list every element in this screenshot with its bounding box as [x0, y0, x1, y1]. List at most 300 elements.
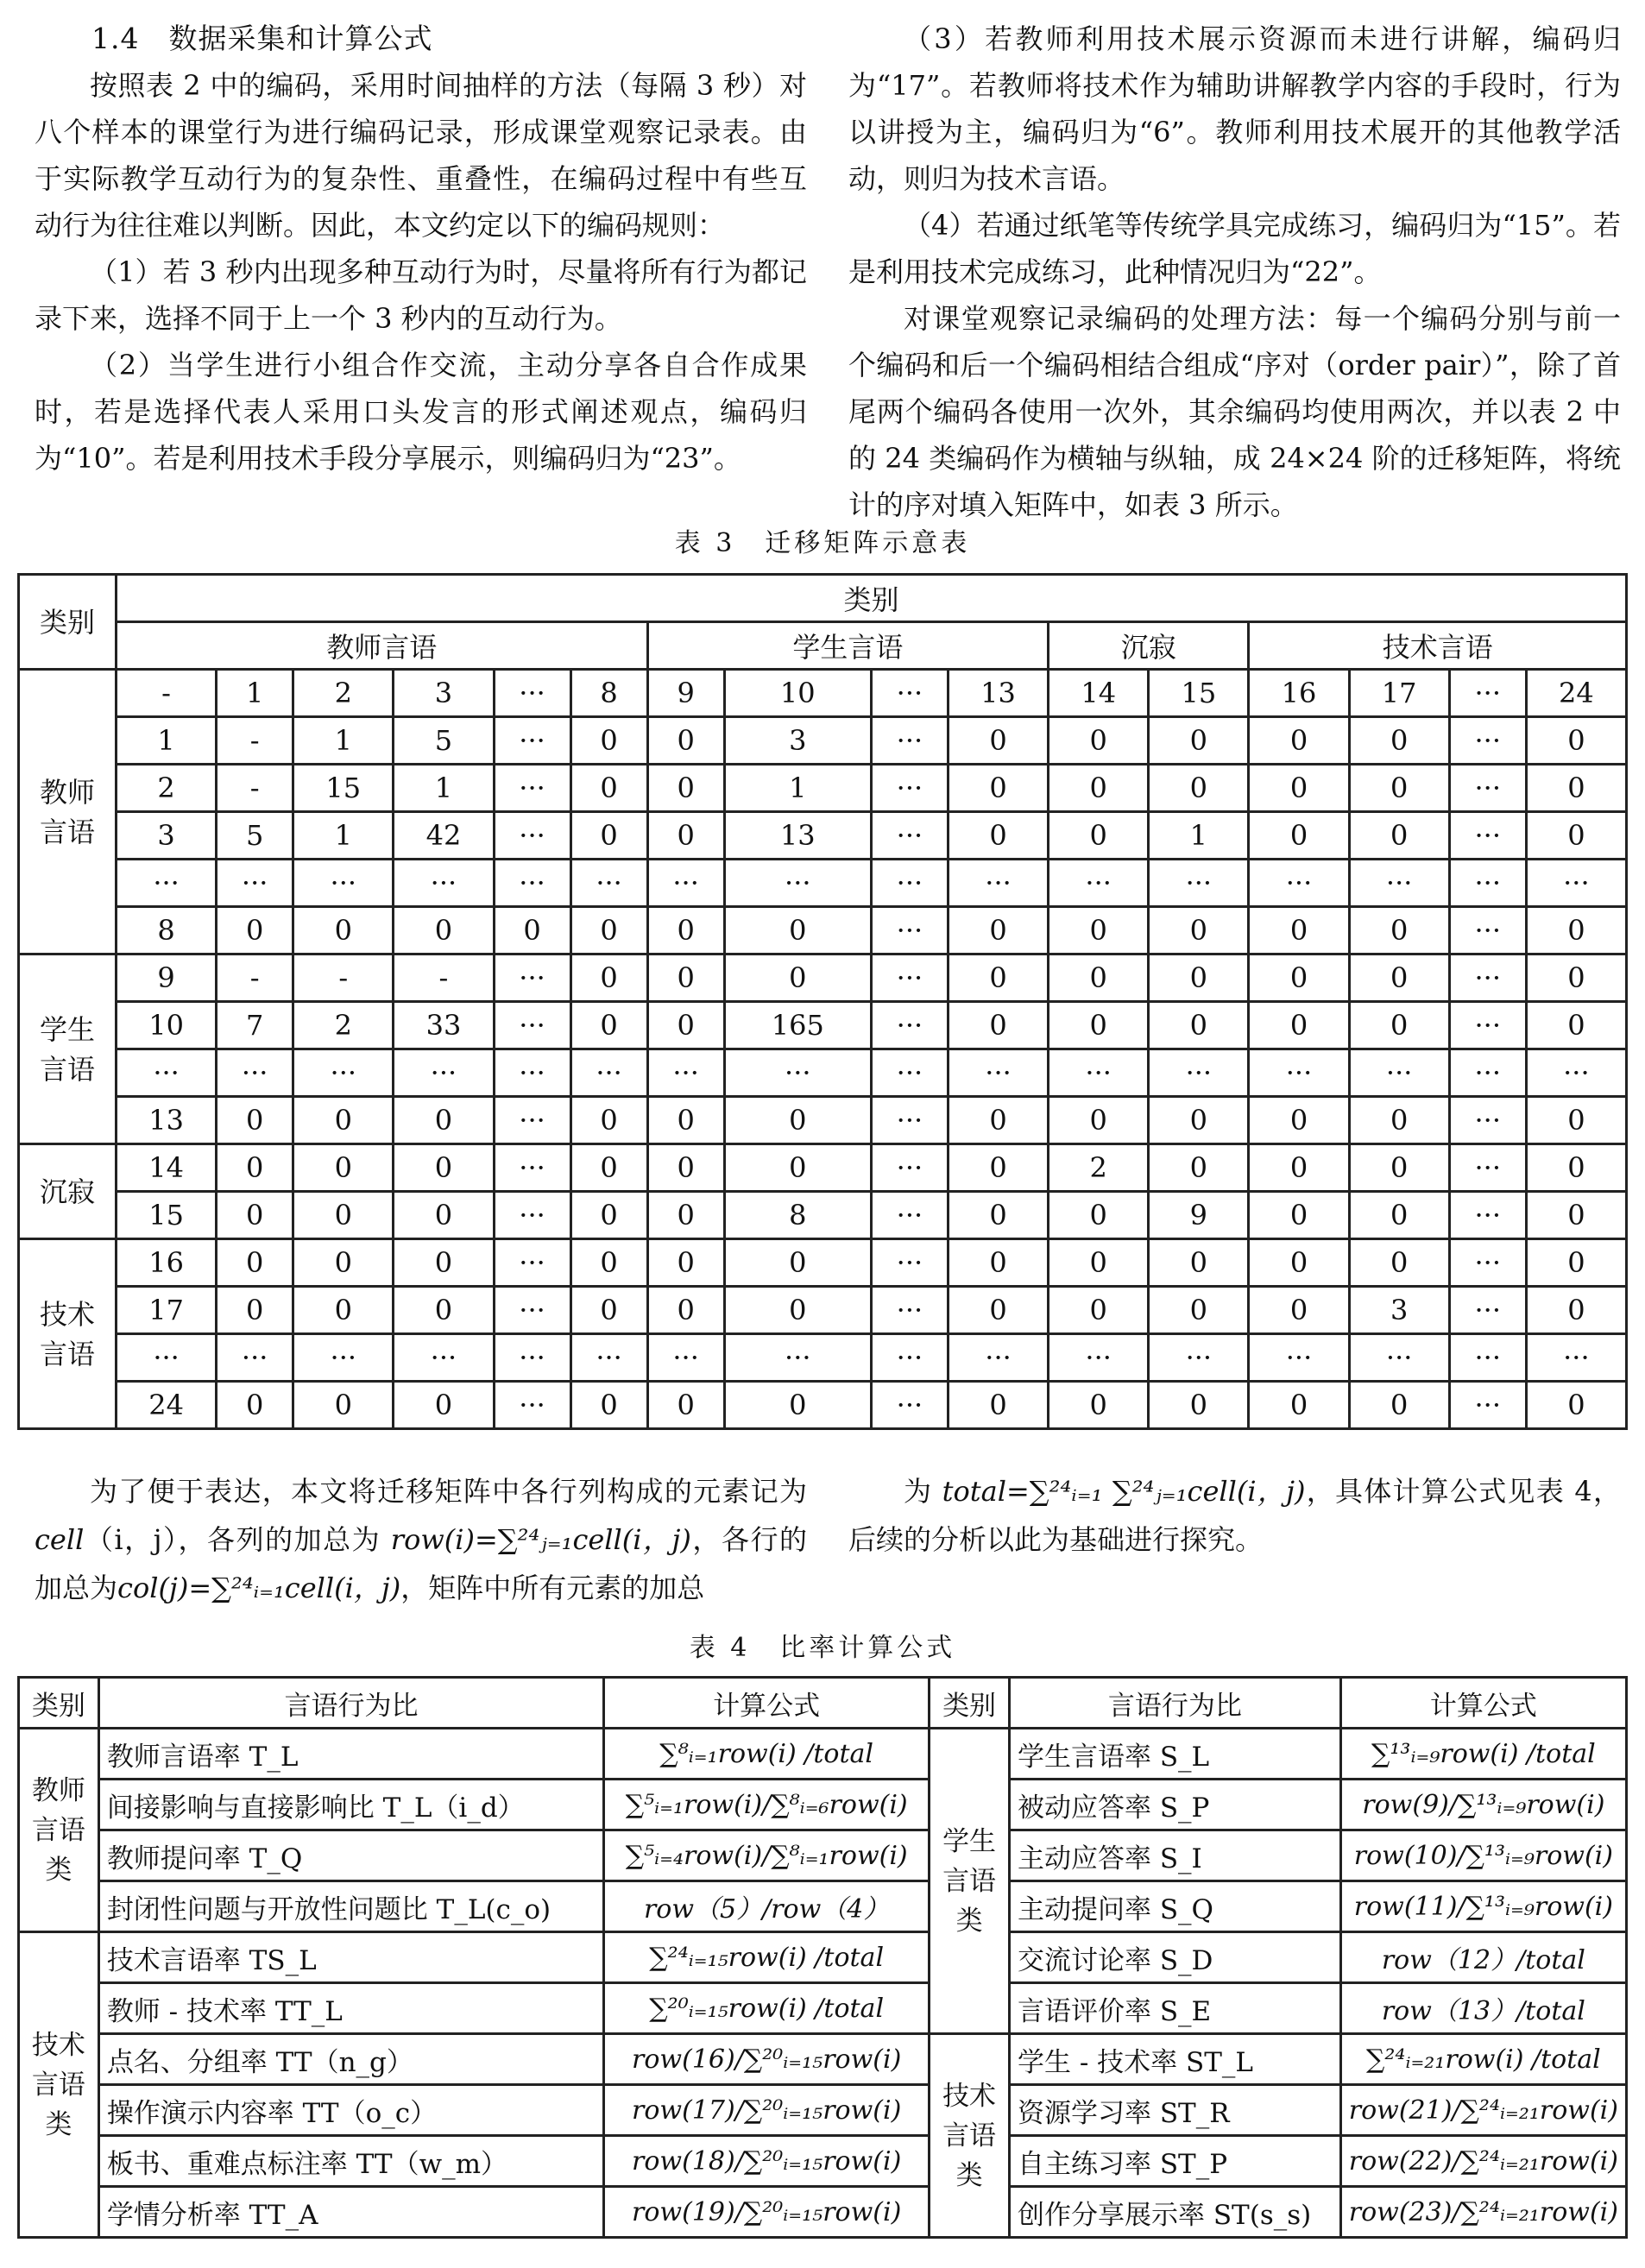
- matrix-cell: 0: [570, 812, 647, 860]
- matrix-cell: 0: [293, 1382, 394, 1429]
- matrix-cell: 0: [293, 1239, 394, 1287]
- matrix-cell: 0: [293, 1097, 394, 1144]
- column-header: 类别: [930, 1678, 1010, 1729]
- matrix-cell: 0: [1049, 954, 1149, 1002]
- category-label: 教师 言语 类: [19, 1729, 99, 1932]
- matrix-cell: ···: [1249, 1334, 1349, 1382]
- matrix-cell: 0: [1049, 717, 1149, 765]
- matrix-cell: 0: [1249, 1287, 1349, 1334]
- matrix-cell: ···: [1526, 860, 1626, 907]
- matrix-cell: 0: [647, 765, 724, 812]
- table-row: [19, 907, 1627, 954]
- matrix-cell: 0: [948, 1192, 1048, 1239]
- table-row: [19, 812, 1627, 860]
- col-code-cell: 14: [1049, 670, 1149, 717]
- paragraph: （1）若 3 秒内出现多种互动行为时，尽量将所有行为都记录下来，选择不同于上一个 3 秒内的互动行为。: [35, 255, 807, 335]
- matrix-cell: 0: [1249, 1382, 1349, 1429]
- matrix-cell: ···: [117, 1334, 217, 1382]
- matrix-cell: 0: [724, 907, 871, 954]
- matrix-cell: ···: [1349, 860, 1449, 907]
- ratio-formula: row（13）/total: [1340, 1983, 1626, 2034]
- matrix-cell: 8: [117, 907, 217, 954]
- ratio-formula: row(23)/∑²⁴ᵢ₌₂₁row(i): [1340, 2187, 1626, 2238]
- text-fragment: 为: [904, 1475, 942, 1508]
- matrix-cell: ···: [1449, 1002, 1526, 1049]
- column-header: 计算公式: [1340, 1678, 1626, 1729]
- matrix-cell: -: [217, 717, 293, 765]
- category-label: 技术 言语 类: [19, 1932, 99, 2238]
- matrix-cell: ···: [494, 1192, 570, 1239]
- matrix-cell: 42: [394, 812, 494, 860]
- header-row: [19, 1678, 1627, 1729]
- matrix-cell: 0: [570, 1002, 647, 1049]
- matrix-cell: 0: [1049, 765, 1149, 812]
- matrix-cell: 0: [1249, 1239, 1349, 1287]
- row-group-label: 沉寂: [19, 1144, 117, 1239]
- matrix-cell: 0: [1049, 812, 1149, 860]
- matrix-cell: ···: [1449, 907, 1526, 954]
- matrix-cell: 3: [1349, 1287, 1449, 1334]
- matrix-cell: 0: [1349, 1239, 1449, 1287]
- matrix-cell: 0: [1349, 907, 1449, 954]
- ratio-name: 技术言语率 TS_L: [98, 1932, 603, 1983]
- column-header: 言语行为比: [98, 1678, 603, 1729]
- matrix-cell: 0: [1149, 1002, 1249, 1049]
- matrix-cell: 0: [1526, 1144, 1626, 1192]
- matrix-cell: ···: [871, 954, 948, 1002]
- table-row: [19, 1382, 1627, 1429]
- matrix-cell: 0: [217, 1192, 293, 1239]
- matrix-cell: ···: [293, 1334, 394, 1382]
- matrix-cell: ···: [570, 1334, 647, 1382]
- matrix-cell: 16: [117, 1239, 217, 1287]
- matrix-cell: ···: [948, 860, 1048, 907]
- matrix-cell: 0: [948, 954, 1048, 1002]
- matrix-cell: 0: [948, 1287, 1048, 1334]
- text-fragment: ，具体计算公式见表 4，后续的分析以此为基础进行探究。: [848, 1475, 1621, 1556]
- ratio-name: 间接影响与直接影响比 T_L（i_d）: [98, 1780, 603, 1830]
- ratio-name: 资源学习率 ST_R: [1009, 2085, 1340, 2136]
- group-header: 教师言语: [117, 622, 648, 670]
- matrix-cell: ···: [494, 717, 570, 765]
- ratio-formula: row(21)/∑²⁴ᵢ₌₂₁row(i): [1340, 2085, 1626, 2136]
- matrix-cell: ···: [494, 1002, 570, 1049]
- matrix-cell: ···: [1449, 1049, 1526, 1097]
- col-code-cell: ···: [871, 670, 948, 717]
- matrix-cell: 0: [1526, 1287, 1626, 1334]
- group-header: 沉寂: [1049, 622, 1249, 670]
- ratio-formula: row(22)/∑²⁴ᵢ₌₂₁row(i): [1340, 2136, 1626, 2187]
- matrix-cell: 0: [1249, 1002, 1349, 1049]
- col-code-cell: 17: [1349, 670, 1449, 717]
- matrix-cell: 1: [394, 765, 494, 812]
- matrix-cell: 0: [1249, 907, 1349, 954]
- matrix-cell: 0: [394, 907, 494, 954]
- matrix-cell: ···: [1449, 954, 1526, 1002]
- ratio-formula: ∑¹³ᵢ₌₉row(i) /total: [1340, 1729, 1626, 1780]
- matrix-cell: -: [217, 954, 293, 1002]
- ratio-formula: row(16)/∑²⁰ᵢ₌₁₅row(i): [604, 2034, 930, 2085]
- matrix-cell: ···: [871, 765, 948, 812]
- matrix-cell: 3: [724, 717, 871, 765]
- matrix-cell: 0: [1249, 717, 1349, 765]
- row-group-label: 技术 言语: [19, 1239, 117, 1429]
- matrix-cell: 0: [217, 1239, 293, 1287]
- table-row: [19, 2187, 1627, 2238]
- paragraph: （4）若通过纸笔等传统学具完成练习，编码归为“15”。若是利用技术完成练习，此种情况归为“22”。: [848, 209, 1621, 288]
- matrix-cell: 0: [1049, 1287, 1149, 1334]
- matrix-cell: ···: [394, 860, 494, 907]
- table-row: [19, 1780, 1627, 1830]
- matrix-cell: 0: [948, 765, 1048, 812]
- matrix-cell: 0: [1526, 1192, 1626, 1239]
- matrix-cell: 1: [293, 717, 394, 765]
- table3-caption: 表 3 迁移矩阵示意表: [674, 528, 971, 558]
- matrix-cell: ···: [494, 1382, 570, 1429]
- col-code-cell: 16: [1249, 670, 1349, 717]
- matrix-cell: 0: [293, 907, 394, 954]
- transition-matrix-table: [17, 573, 1628, 1430]
- matrix-cell: 0: [1249, 812, 1349, 860]
- col-code-cell: 9: [647, 670, 724, 717]
- paragraph: （3）若教师利用技术展示资源而未进行讲解，编码归为“17”。若教师将技术作为辅助讲解教学内容的手段时，行为以讲授为主，编码归为“6”。教师利用技术展开的其他教学活动，则归为技术言语。: [848, 22, 1621, 195]
- matrix-cell: 0: [1149, 765, 1249, 812]
- category-label: 技术 言语 类: [930, 2034, 1010, 2238]
- matrix-cell: 0: [1526, 907, 1626, 954]
- matrix-cell: 0: [948, 1144, 1048, 1192]
- matrix-cell: 13: [117, 1097, 217, 1144]
- ratio-formula: row(19)/∑²⁰ᵢ₌₁₅row(i): [604, 2187, 930, 2238]
- matrix-cell: 0: [217, 1097, 293, 1144]
- matrix-cell: ···: [117, 860, 217, 907]
- matrix-cell: 0: [570, 954, 647, 1002]
- matrix-cell: ···: [948, 1049, 1048, 1097]
- matrix-cell: ···: [1449, 812, 1526, 860]
- matrix-cell: ···: [871, 1334, 948, 1382]
- matrix-cell: ···: [494, 1287, 570, 1334]
- matrix-cell: 0: [724, 1287, 871, 1334]
- ratio-formula: ∑⁵ᵢ₌₄row(i)/∑⁸ᵢ₌₁row(i): [604, 1830, 930, 1881]
- table4-caption: 表 4 比率计算公式: [689, 1633, 956, 1663]
- table-row: [19, 1287, 1627, 1334]
- col-code-cell: 1: [217, 670, 293, 717]
- matrix-cell: 0: [1149, 1382, 1249, 1429]
- matrix-cell: ···: [394, 1049, 494, 1097]
- cell-symbol: cell: [35, 1523, 85, 1556]
- matrix-cell: 2: [1049, 1144, 1149, 1192]
- matrix-cell: 0: [647, 1144, 724, 1192]
- col-code-cell: 10: [724, 670, 871, 717]
- left-column: [35, 16, 807, 528]
- header-row: [19, 575, 1627, 622]
- matrix-cell: ···: [1349, 1049, 1449, 1097]
- matrix-cell: 0: [647, 1192, 724, 1239]
- ratio-name: 学生言语率 S_L: [1009, 1729, 1340, 1780]
- matrix-cell: 0: [1349, 1002, 1449, 1049]
- matrix-cell: ···: [1349, 1334, 1449, 1382]
- ratio-formula-table: [17, 1676, 1628, 2239]
- matrix-cell: ···: [871, 1049, 948, 1097]
- group-header: 学生言语: [647, 622, 1049, 670]
- matrix-cell: 0: [494, 907, 570, 954]
- top-header: 类别: [117, 575, 1627, 622]
- matrix-cell: 0: [1349, 717, 1449, 765]
- table-row: [19, 717, 1627, 765]
- matrix-cell: 1: [117, 717, 217, 765]
- matrix-cell: ···: [871, 812, 948, 860]
- corner-header: 类别: [19, 575, 117, 670]
- matrix-cell: 0: [1349, 1382, 1449, 1429]
- matrix-cell: ···: [948, 1334, 1048, 1382]
- matrix-cell: 0: [394, 1239, 494, 1287]
- table-row: [19, 2136, 1627, 2187]
- text-fragment: ，各行的加总为: [35, 1523, 807, 1604]
- matrix-cell: ···: [1449, 1097, 1526, 1144]
- total-formula: total=∑²⁴ᵢ₌₁ ∑²⁴ⱼ₌₁cell(i，j): [942, 1475, 1306, 1508]
- text-fragment: ，各列的加总为: [178, 1523, 391, 1556]
- matrix-cell: ···: [871, 1239, 948, 1287]
- matrix-cell: 0: [1149, 954, 1249, 1002]
- col-code-cell: 15: [1149, 670, 1249, 717]
- matrix-cell: 0: [724, 1097, 871, 1144]
- matrix-cell: ···: [494, 860, 570, 907]
- matrix-cell: 0: [217, 907, 293, 954]
- matrix-cell: ···: [1449, 1334, 1526, 1382]
- matrix-cell: 0: [570, 1192, 647, 1239]
- matrix-cell: 0: [1526, 1239, 1626, 1287]
- ratio-formula: row(17)/∑²⁰ᵢ₌₁₅row(i): [604, 2085, 930, 2136]
- formula-paragraph: [848, 1467, 1621, 1564]
- ratio-formula: row(10)/∑¹³ᵢ₌₉row(i): [1340, 1830, 1626, 1881]
- matrix-cell: 0: [570, 1382, 647, 1429]
- paragraph: （2）当学生进行小组合作交流，主动分享各自合作成果时，若是选择代表人采用口头发言的形式阐述观点，编码归为“10”。若是利用技术手段分享展示，则编码归为“23”。: [35, 349, 807, 475]
- col-code-cell: 2: [293, 670, 394, 717]
- ratio-formula: ∑²⁴ᵢ₌₂₁row(i) /total: [1340, 2034, 1626, 2085]
- matrix-cell: ···: [494, 1144, 570, 1192]
- matrix-cell: 0: [1526, 1002, 1626, 1049]
- matrix-cell: ···: [1049, 860, 1149, 907]
- matrix-cell: 0: [1149, 717, 1249, 765]
- matrix-cell: 0: [647, 1382, 724, 1429]
- row-group-label: 教师 言语: [19, 670, 117, 954]
- matrix-cell: 0: [647, 717, 724, 765]
- matrix-cell: -: [293, 954, 394, 1002]
- matrix-cell: 9: [117, 954, 217, 1002]
- ratio-name: 点名、分组率 TT（n_g）: [98, 2034, 603, 2085]
- ij-symbol: （i，j）: [84, 1523, 179, 1556]
- matrix-cell: 24: [117, 1382, 217, 1429]
- middle-left-column: [35, 1467, 807, 1612]
- matrix-cell: ···: [1526, 1334, 1626, 1382]
- row-sum-formula: row(i)=∑²⁴ⱼ₌₁cell(i，j): [390, 1523, 691, 1556]
- ratio-name: 学生 - 技术率 ST_L: [1009, 2034, 1340, 2085]
- ratio-name: 操作演示内容率 TT（o_c）: [98, 2085, 603, 2136]
- table-row: [19, 1002, 1627, 1049]
- matrix-cell: 0: [293, 1144, 394, 1192]
- matrix-cell: 2: [293, 1002, 394, 1049]
- matrix-cell: 0: [724, 954, 871, 1002]
- matrix-cell: 0: [948, 717, 1048, 765]
- matrix-cell: 0: [1249, 1097, 1349, 1144]
- matrix-cell: 0: [1349, 1144, 1449, 1192]
- ratio-name: 教师言语率 T_L: [98, 1729, 603, 1780]
- matrix-cell: -: [394, 954, 494, 1002]
- table-row: [19, 1729, 1627, 1780]
- matrix-cell: 0: [1349, 765, 1449, 812]
- matrix-cell: 0: [1526, 812, 1626, 860]
- ratio-name: 学情分析率 TT_A: [98, 2187, 603, 2238]
- matrix-cell: 0: [1249, 1192, 1349, 1239]
- ratio-formula: ∑²⁰ᵢ₌₁₅row(i) /total: [604, 1983, 930, 2034]
- section-heading: 1.4 数据采集和计算公式: [91, 22, 433, 55]
- matrix-cell: 0: [1049, 1382, 1149, 1429]
- matrix-cell: 0: [647, 812, 724, 860]
- matrix-cell: 0: [1149, 1239, 1249, 1287]
- matrix-cell: 0: [647, 1239, 724, 1287]
- ratio-name: 主动提问率 S_Q: [1009, 1881, 1340, 1932]
- matrix-cell: ···: [1449, 717, 1526, 765]
- matrix-cell: ···: [1049, 1049, 1149, 1097]
- ratio-name: 交流讨论率 S_D: [1009, 1932, 1340, 1983]
- table-row: [19, 1192, 1627, 1239]
- matrix-cell: 0: [1349, 1097, 1449, 1144]
- ratio-formula: ∑⁵ᵢ₌₁row(i)/∑⁸ᵢ₌₆row(i): [604, 1780, 930, 1830]
- matrix-cell: 0: [1149, 1144, 1249, 1192]
- matrix-cell: ···: [1149, 860, 1249, 907]
- matrix-cell: ···: [494, 954, 570, 1002]
- ratio-name: 板书、重难点标注率 TT（w_m）: [98, 2136, 603, 2187]
- matrix-cell: 5: [217, 812, 293, 860]
- matrix-cell: ···: [871, 907, 948, 954]
- matrix-cell: 15: [293, 765, 394, 812]
- matrix-cell: 10: [117, 1002, 217, 1049]
- matrix-cell: 0: [647, 1002, 724, 1049]
- ratio-name: 封闭性问题与开放性问题比 T_L(c_o): [98, 1881, 603, 1932]
- matrix-cell: 0: [647, 954, 724, 1002]
- matrix-cell: ···: [1449, 1239, 1526, 1287]
- matrix-cell: 0: [1526, 954, 1626, 1002]
- table-row: [19, 1144, 1627, 1192]
- matrix-cell: ···: [494, 1097, 570, 1144]
- matrix-cell: ···: [494, 1334, 570, 1382]
- matrix-cell: 0: [570, 1144, 647, 1192]
- matrix-cell: ···: [871, 1192, 948, 1239]
- matrix-cell: ···: [117, 1049, 217, 1097]
- table-row: [19, 1097, 1627, 1144]
- matrix-cell: 0: [724, 1239, 871, 1287]
- ratio-formula: row（5）/row（4）: [604, 1881, 930, 1932]
- column-header: 言语行为比: [1009, 1678, 1340, 1729]
- matrix-cell: 0: [1149, 1287, 1249, 1334]
- matrix-cell: 0: [1249, 954, 1349, 1002]
- matrix-cell: 165: [724, 1002, 871, 1049]
- matrix-cell: 0: [217, 1382, 293, 1429]
- matrix-cell: ···: [1449, 860, 1526, 907]
- matrix-cell: ···: [724, 1049, 871, 1097]
- matrix-cell: ···: [494, 1049, 570, 1097]
- matrix-cell: ···: [494, 765, 570, 812]
- ratio-formula: ∑²⁴ᵢ₌₁₅row(i) /total: [604, 1932, 930, 1983]
- matrix-cell: 0: [1349, 1192, 1449, 1239]
- matrix-cell: 0: [948, 907, 1048, 954]
- matrix-cell: 9: [1149, 1192, 1249, 1239]
- matrix-cell: 0: [948, 1382, 1048, 1429]
- table-row: [19, 2085, 1627, 2136]
- matrix-cell: ···: [871, 1002, 948, 1049]
- matrix-cell: 5: [394, 717, 494, 765]
- matrix-cell: 0: [1049, 1097, 1149, 1144]
- top-text-columns: [35, 16, 1621, 528]
- matrix-cell: 0: [1526, 1382, 1626, 1429]
- matrix-cell: ···: [217, 860, 293, 907]
- matrix-cell: ···: [1449, 1287, 1526, 1334]
- matrix-cell: ···: [570, 1049, 647, 1097]
- matrix-cell: ···: [1049, 1334, 1149, 1382]
- matrix-cell: 13: [724, 812, 871, 860]
- matrix-cell: -: [217, 765, 293, 812]
- matrix-cell: 0: [1349, 954, 1449, 1002]
- matrix-cell: ···: [724, 1334, 871, 1382]
- table-row: [19, 1881, 1627, 1932]
- matrix-cell: ···: [1449, 1382, 1526, 1429]
- matrix-cell: 0: [1049, 907, 1149, 954]
- matrix-cell: ···: [1149, 1049, 1249, 1097]
- col-code-cell: ···: [494, 670, 570, 717]
- matrix-cell: 0: [570, 1287, 647, 1334]
- ratio-name: 自主练习率 ST_P: [1009, 2136, 1340, 2187]
- matrix-cell: ···: [293, 1049, 394, 1097]
- table-row: [19, 1049, 1627, 1097]
- col-code-cell: 8: [570, 670, 647, 717]
- ratio-name: 言语评价率 S_E: [1009, 1983, 1340, 2034]
- table-row: [19, 860, 1627, 907]
- matrix-cell: ···: [871, 1382, 948, 1429]
- ratio-formula: row（12）/total: [1340, 1932, 1626, 1983]
- ratio-name: 教师提问率 T_Q: [98, 1830, 603, 1881]
- text-fragment: ，矩阵中所有元素的加总: [400, 1572, 705, 1604]
- matrix-cell: 0: [293, 1192, 394, 1239]
- matrix-cell: ···: [394, 1334, 494, 1382]
- matrix-cell: 0: [570, 765, 647, 812]
- col-sum-formula: col(j)=∑²⁴ᵢ₌₁cell(i，j): [117, 1572, 401, 1604]
- matrix-cell: 2: [117, 765, 217, 812]
- group-header: 技术言语: [1249, 622, 1627, 670]
- matrix-cell: ···: [1449, 765, 1526, 812]
- group-header-row: [19, 622, 1627, 670]
- matrix-cell: 0: [570, 1239, 647, 1287]
- matrix-cell: ···: [871, 1287, 948, 1334]
- matrix-cell: 0: [293, 1287, 394, 1334]
- matrix-cell: 0: [1049, 1192, 1149, 1239]
- ratio-name: 主动应答率 S_I: [1009, 1830, 1340, 1881]
- matrix-cell: 0: [948, 1097, 1048, 1144]
- matrix-cell: 0: [394, 1192, 494, 1239]
- matrix-cell: 14: [117, 1144, 217, 1192]
- col-code-cell: 13: [948, 670, 1048, 717]
- matrix-cell: 0: [948, 1239, 1048, 1287]
- matrix-cell: ···: [871, 860, 948, 907]
- matrix-cell: 0: [1049, 1239, 1149, 1287]
- matrix-cell: 0: [1526, 717, 1626, 765]
- matrix-cell: ···: [1526, 1049, 1626, 1097]
- ratio-formula: row(11)/∑¹³ᵢ₌₉row(i): [1340, 1881, 1626, 1932]
- table-row: [19, 1239, 1627, 1287]
- table-row: [19, 1830, 1627, 1881]
- matrix-cell: 17: [117, 1287, 217, 1334]
- matrix-cell: 0: [647, 1287, 724, 1334]
- matrix-cell: 0: [647, 1097, 724, 1144]
- matrix-cell: 0: [1249, 1144, 1349, 1192]
